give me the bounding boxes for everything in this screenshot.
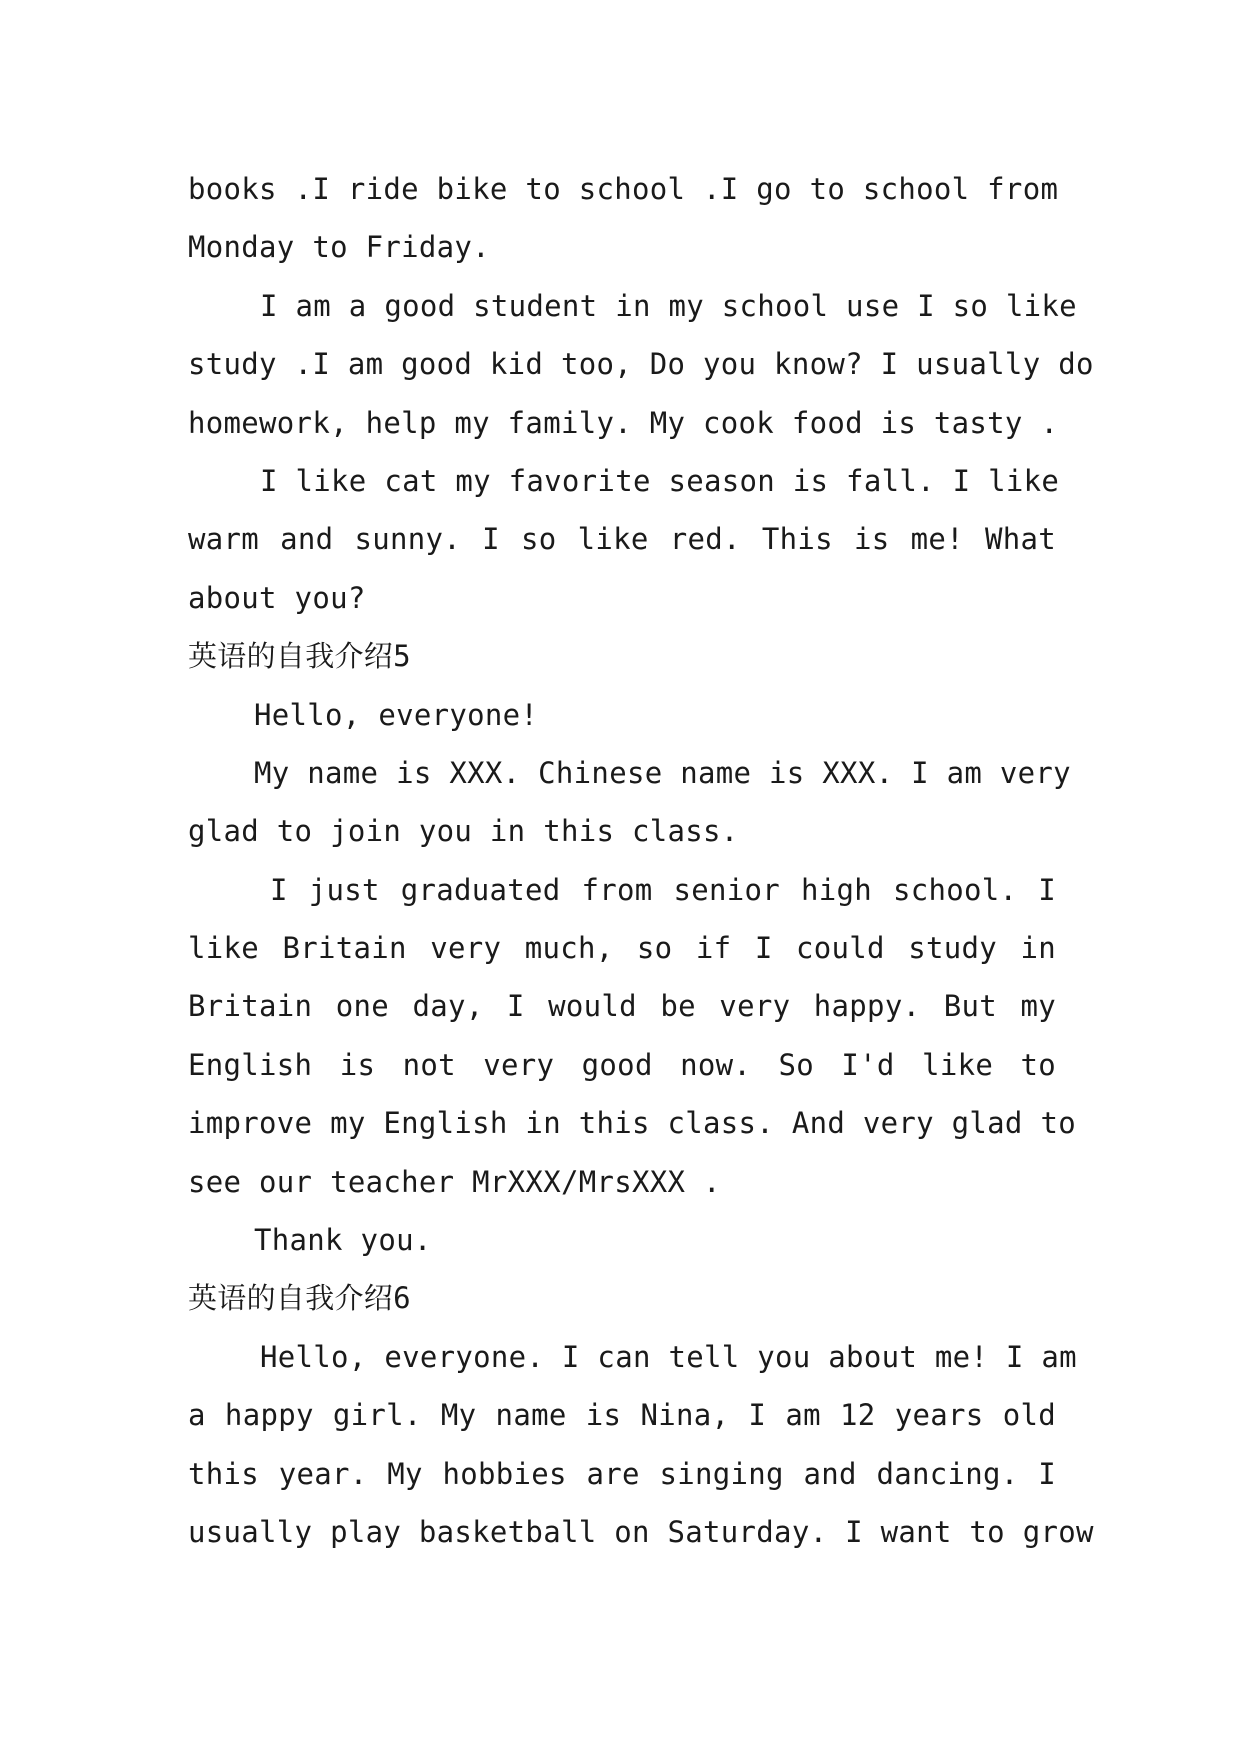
text-line: usually play basketball on Saturday. I want to grow	[188, 1514, 1094, 1549]
text-line: this year. My hobbies are singing and dancing. I	[188, 1456, 1056, 1491]
text-line: Hello, everyone!	[254, 697, 539, 732]
text-line: about you?	[188, 580, 366, 615]
text-line: see our teacher MrXXX/MrsXXX .	[188, 1164, 721, 1199]
text-line: improve my English in this class. And very glad to	[188, 1106, 1076, 1141]
text-line: homework, help my family. My cook food is tasty .	[188, 405, 1059, 440]
text-line: a happy girl. My name is Nina, I am 12 years old	[188, 1398, 1056, 1433]
text-line: warm and sunny. I so like red. This is me! What	[188, 522, 1056, 557]
text-line: I like cat my favorite season is fall. I like	[260, 463, 1060, 498]
section-heading: 英语的自我介绍6	[188, 1281, 411, 1316]
text-line: books .I ride bike to school .I go to school from	[188, 172, 1059, 206]
text-line: Britain one day, I would be very happy. But my	[188, 989, 1056, 1024]
text-line: like Britain very much, so if I could study in	[188, 931, 1056, 966]
section-heading: 英语的自我介绍5	[188, 639, 411, 674]
text-line: Hello, everyone. I can tell you about me! I am	[260, 1339, 1077, 1374]
text-line: study .I am good kid too, Do you know? I usually do	[188, 347, 1094, 382]
text-line: Thank you.	[254, 1223, 432, 1258]
document-body	[188, 160, 1094, 1561]
text-line: English is not very good now. So I'd like to	[188, 1047, 1056, 1082]
text-line: glad to join you in this class.	[188, 814, 739, 849]
text-line: Monday to Friday.	[188, 230, 490, 265]
text-line: My name is XXX. Chinese name is XXX. I am very	[254, 755, 1071, 790]
text-line: I just graduated from senior high school. I	[270, 872, 1056, 907]
text-line: I am a good student in my school use I so like	[260, 288, 1077, 323]
